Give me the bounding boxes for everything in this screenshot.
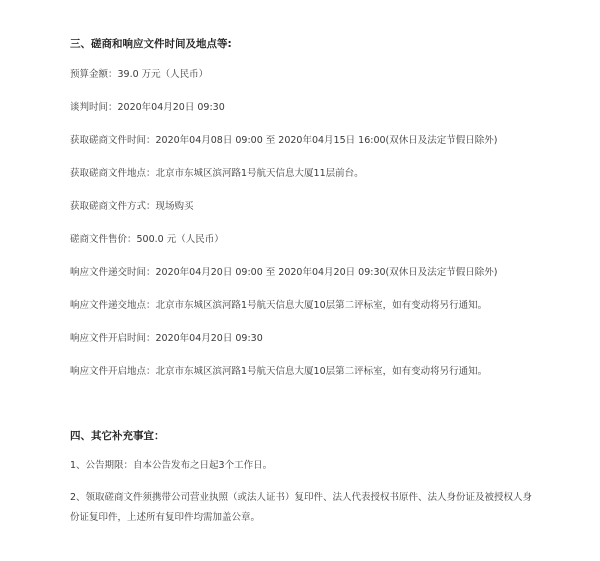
response-open-time: 响应文件开启时间：2020年04月20日 09:30: [70, 333, 263, 344]
doc-requirements: 2、领取磋商文件须携带公司营业执照（或法人证书）复印件、法人代表授权书原件、法人身份证及被授权人身份证复印件，上述所有复印件均需加盖公章。: [70, 492, 533, 523]
notice-period: 1、公告期限：自本公告发布之日起3个工作日。: [70, 460, 273, 471]
response-submit-time: 响应文件递交时间：2020年04月20日 09:00 至 2020年04月20日 09:30(双休日及法定节假日除外): [70, 267, 498, 278]
doc-acquire-location: 获取磋商文件地点：北京市东城区滨河路1号航天信息大厦11层前台。: [70, 168, 364, 179]
budget-amount: 预算金额：39.0 万元（人民币）: [70, 69, 209, 80]
response-open-location: 响应文件开启地点：北京市东城区滨河路1号航天信息大厦10层第二评标室，如有变动将另行通知。: [70, 366, 488, 377]
section-3-heading: 三、磋商和响应文件时间及地点等:: [70, 38, 232, 50]
negotiation-time: 谈判时间：2020年04月20日 09:30: [70, 102, 225, 113]
doc-price: 磋商文件售价：500.0 元（人民币）: [70, 234, 224, 245]
section-4-heading: 四、其它补充事宜：: [70, 430, 165, 442]
doc-acquire-time: 获取磋商文件时间：2020年04月08日 09:00 至 2020年04月15日 16:00(双休日及法定节假日除外): [70, 135, 498, 146]
doc-acquire-method: 获取磋商文件方式：现场购买: [70, 201, 194, 212]
response-submit-location: 响应文件递交地点：北京市东城区滨河路1号航天信息大厦10层第二评标室，如有变动将另行通知。: [70, 300, 488, 311]
